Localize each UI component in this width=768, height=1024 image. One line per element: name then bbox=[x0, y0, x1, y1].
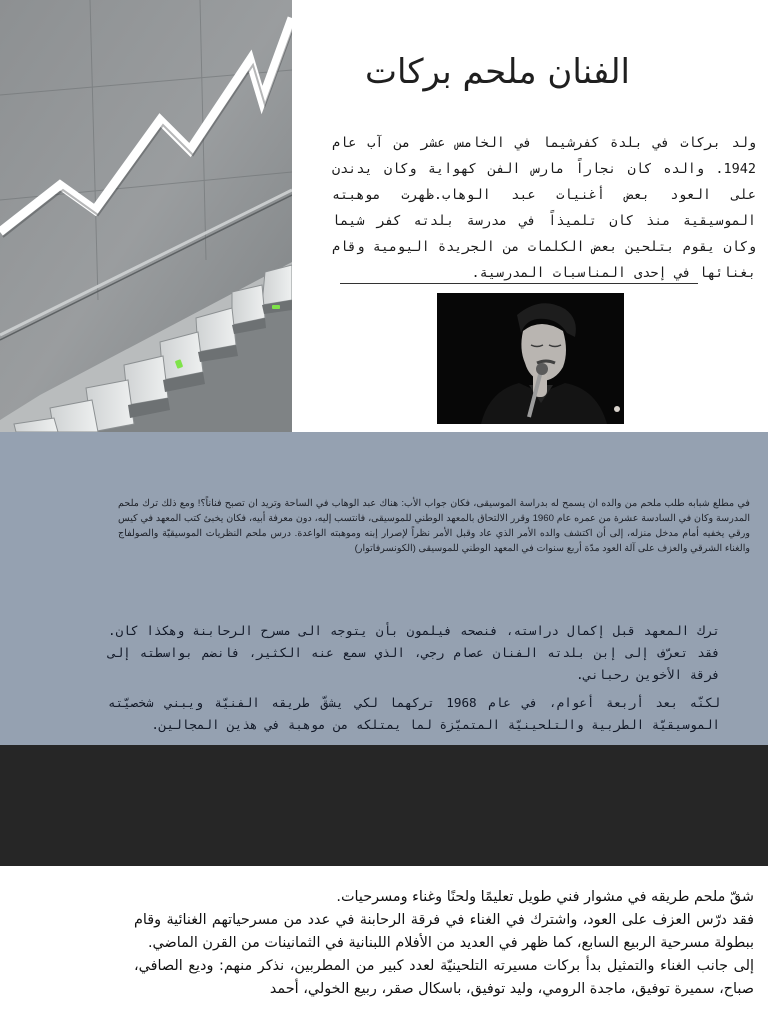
bottom-line-3: إلى جانب الغناء والتمثيل بدأ بركات مسيرته التلحينيّة لعدد كبير من المطربين، نذكر منهم: وديع الصافي، صباح، سميرة توفيق، ماجدة الرومي، وليد توفيق، باسكال صقر، ربيع الخولي، أحمد bbox=[134, 958, 754, 997]
study-paragraph: في مطلع شبابه طلب ملحم من والده ان يسمح له بدراسة الموسيقى، فكان جواب الأب: هناك عبد الوهاب في الساحة وتريد ان تصبح فناناً؟! ومع ذلك ترك ملحم المدرسة وكان في السادسة عشرة من عمره عام 1960 وقرر الالتحاق بالمعهد الوطني للموسيقى، فانتسب إليه، دون معرفة أبيه، فكان يخبئ كتب المعهد في كيس ورقي يخفيه أمام مدخل منزله، إلى أن اكتشف والده الأمر الذي عاد وقبل الأمر نظراً لإصرار إبنه وموهبته الواعدة. درس ملحم النظريات الموسيقيّة والصولفاج والغناء الشرقي والعزف على آلة العود مدّة أربع سنوات في المعهد الوطني للموسيقى (الكونسرفاتوار) bbox=[118, 498, 751, 554]
singer-photo bbox=[437, 293, 624, 424]
intro-underline bbox=[340, 283, 698, 284]
page-title: الفنان ملحم بركات bbox=[364, 52, 630, 92]
independent-career-paragraph: لكنّه بعد أربعة أعوام، في عام 1968 تركهما لكي يشقّ طريقه الفنيّة ويبني شخصيّته الموسيقيّة الطربية والتلحينيّة المتميّزة لما يمتلكه من موهبة في هذين المجالين. bbox=[108, 695, 720, 732]
staircase-arrow-photo bbox=[0, 0, 292, 432]
bottom-line-1: شقّ ملحم طريقه في مشوار فني طويل تعليمًا ولحنًا وغناء ومسرحيات. bbox=[336, 889, 754, 905]
bottom-line-2: فقد درّس العزف على العود، واشترك في الغناء في فرقة الرحابنة في عدد من مسرحياتهم الغنائية وقام ببطولة مسرحية الربيع السابع، كما ظهر في العديد من الأفلام اللبنانية في الثمانينات من القرن الماضي. bbox=[134, 912, 754, 951]
career-paragraphs bbox=[108, 620, 720, 742]
dark-divider-band bbox=[0, 745, 768, 866]
intro-paragraph: ولد بركات في بلدة كفرشيما في الخامس عشر من آب عام 1942. والده كان نجاراً مارس الفن كهواية وكان يدندن على العود بعض أغنيات عبد الوهاب.ظهرت موهبته الموسيقية منذ كان تلميذاً في مدرسة بلدته كفر شيما وكان يقوم بتلحين بعض الكلمات من الجريدة اليومية وقام بغنائها في إحدى المناسبات المدرسية. bbox=[332, 135, 756, 281]
bottom-paragraphs bbox=[134, 886, 754, 1001]
rahbani-paragraph: ترك المعهد قبل إكمال دراسته، فنصحه فيلمون بأن يتوجه الى مسرح الرحابنة وهكذا كان. فقد تعرّف إلى إبن بلدته الفنان عصام رجي، الذي سمع عنه الكثير، فانضم بواسطته إلى فرقة الأخوين رحباني. bbox=[108, 623, 720, 682]
